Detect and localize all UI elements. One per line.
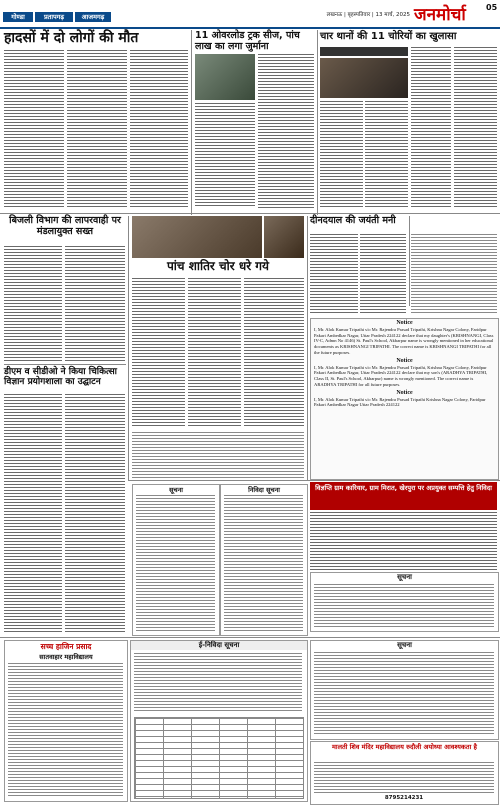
article-text (244, 278, 304, 428)
notice-text-2: I, Mr. Alok Kumar Tripathi s/o Mr. Rajendra Prasad Tripathi, Krishna Nagar Colony, Faridpur Pakari Ambedkar Nagar, Uttar Pradesh 224122 declare that my son's (ARADHYA TRIPATHI, Class II, St. Paul's School, Akbarpur) name is wrongly mentioned. The correct name is ARADHYA TRIPATHI for all future purposes. (314, 364, 488, 387)
sale-notice-title: विज्ञप्ति ग्राम कारियार, ग्राम मिरात, खेरपुरा पर अप्रयुक्त सम्पत्ति हेतु निविदा (315, 484, 492, 492)
city-tab-pratapgarh: प्रतापगढ़ (35, 12, 73, 22)
column-rule (128, 216, 129, 481)
section-rule (0, 637, 500, 638)
article-text (310, 234, 358, 314)
tender-box (130, 640, 308, 802)
article-text (130, 50, 188, 208)
article-text (136, 495, 215, 631)
notice-text-3: I, Mr. Alok Kumar Tripathi s/o Mr. Rajendra Prasad Tripathi Krishna Nagar Colony, Faridpur Pakari Ambedkar Nagar Uttar Pradesh 224122 (314, 396, 486, 408)
tender-title: ई-निविदा सूचना (131, 641, 307, 650)
section-rule (128, 480, 500, 481)
notice-box (132, 484, 220, 636)
notice-title: Notice (396, 389, 413, 396)
headline-main: हादसों में दो लोगों की मौत (4, 30, 139, 46)
article-text (134, 653, 302, 713)
headline-dm-cdo: डीएम व सीडीओ ने किया चिकित्सा विज्ञान प्रयोगशाला का उद्घाटन (4, 367, 118, 388)
niviida-title: निविदा सूचना (248, 486, 280, 494)
center-photo-left (132, 216, 262, 258)
masthead-rule (0, 27, 500, 29)
sale-notice-banner (310, 482, 497, 510)
bottom-left-title: सच्च हाजिन प्रसाद (40, 642, 92, 651)
column-rule (409, 216, 410, 306)
article-text (132, 278, 185, 428)
article-text (224, 495, 303, 631)
article-text (360, 234, 406, 314)
sub-headline-bar (320, 47, 408, 56)
city-tab-azamgarh: आजमगढ़ (75, 12, 111, 22)
notice-title: Notice (396, 357, 413, 364)
article-text (4, 246, 62, 361)
article-text (411, 47, 451, 209)
article-text (314, 584, 494, 628)
news-photo (195, 54, 255, 100)
suchna-title: सूचना (169, 486, 183, 494)
section-rule (0, 213, 500, 214)
college-ad-title: मालती शिव मंदिर महाविद्यालय रुदौली अयोध्या आवश्यकता है (332, 743, 477, 751)
article-text (188, 278, 241, 428)
article-text (320, 101, 363, 209)
article-text (65, 246, 125, 361)
bank-notice-box (310, 640, 499, 740)
masthead-title: जनमोर्चा (414, 5, 466, 25)
suchna-title: सूचना (397, 573, 412, 581)
page-number: 05 (486, 3, 498, 12)
notice-title: Notice (396, 320, 413, 326)
notice-box (310, 318, 499, 480)
article-text (454, 47, 497, 209)
headline-dindayal: दीनदयाल की जयंती मनी (310, 215, 396, 226)
news-photo (320, 58, 408, 98)
tender-table (134, 717, 304, 799)
headline-middle: 11 ओवरलोड ट्रक सीज, पांच लाख का लगा जुर्माना (195, 30, 300, 52)
masthead-bar (0, 0, 500, 28)
section-rule (4, 364, 126, 365)
column-rule (317, 30, 318, 215)
article-text (195, 103, 255, 208)
college-ad-box (310, 741, 499, 805)
city-tab-gonda: गोण्डा (3, 12, 33, 22)
headline-electric: बिजली विभाग की लापरवाही पर मंडलायुक्त सख्त (9, 215, 121, 237)
date-line: लखनऊ | बृहस्पतिवार | 13 मार्च, 2025 (326, 12, 410, 18)
article-text (310, 512, 497, 570)
article-text (314, 762, 494, 794)
notice-text-1: I, Mr. Alok Kumar Tripathi s/o Mr. Rajendra Prasad Tripathi, Krishna Nagar Colony, Faridpur Pakari Ambedkar Nagar, Uttar Pradesh 224122 declare that my daughter's (KRISHNANGI, Class IV-C, Admn No 4146) St. Paul's School, Akbarpur name is wrongly mentioned in her educational documents as KRISHNANGI TRIPATHI. The correct name is KRISHNANGI TRIPATHI for all the future purposes. (314, 327, 494, 355)
suchna-box (310, 572, 499, 632)
headline-center-banner: पांच शातिर चोर धरे गये (166, 259, 270, 273)
article-text (65, 394, 125, 634)
column-rule (307, 216, 308, 481)
article-text (258, 54, 314, 208)
bank-notice-title: सूचना (397, 641, 412, 649)
article-text (365, 101, 408, 209)
headline-right: चार थानों की 11 चोरियों का खुलासा (320, 31, 457, 42)
bottom-left-box (4, 640, 128, 802)
column-rule (191, 30, 192, 215)
notice-box (220, 484, 308, 636)
article-text (132, 432, 304, 478)
article-text (4, 394, 62, 634)
article-text (314, 652, 494, 736)
center-photo-right (264, 216, 304, 258)
phone-number: 8795214231 (384, 795, 424, 801)
article-text (411, 234, 497, 314)
article-text (67, 50, 127, 208)
article-text (8, 663, 123, 797)
bottom-left-sub: सातवाहार महाविद्यालय (39, 653, 93, 661)
article-text (4, 50, 64, 208)
